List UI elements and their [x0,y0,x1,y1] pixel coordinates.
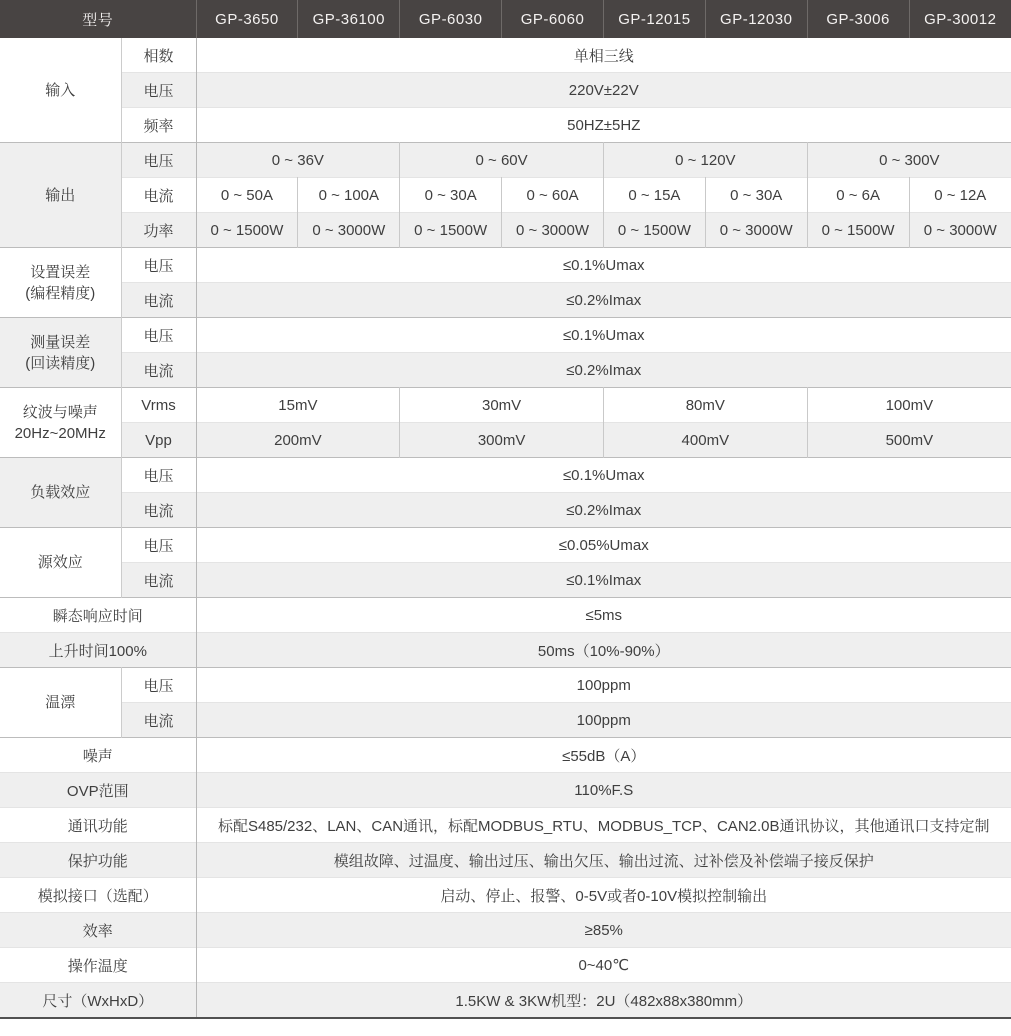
spec-value: 110%F.S [196,773,1011,808]
spec-value: 220V±22V [196,73,1011,108]
row-group-label: 设置误差 (编程精度) [0,248,121,318]
row-sub-label: 电流 [121,283,196,318]
spec-row [0,843,1011,878]
spec-value: 100ppm [196,703,1011,738]
row-sub-label: 电压 [121,143,196,178]
spec-row [0,143,1011,178]
spec-row [0,248,1011,283]
row-sub-label: 电压 [121,528,196,563]
spec-value: 200mV [196,423,400,458]
spec-row [0,528,1011,563]
row-sub-label: 电流 [121,493,196,528]
spec-value: 0 ~ 1500W [603,213,705,248]
spec-value: ≤0.1%Umax [196,318,1011,353]
model-column-header: GP-36100 [298,0,400,38]
spec-row [0,283,1011,318]
model-column-header: GP-6060 [502,0,604,38]
spec-row [0,878,1011,913]
spec-value: 0 ~ 3000W [502,213,604,248]
spec-value: 0 ~ 30A [705,178,807,213]
spec-value: 100mV [807,388,1011,423]
spec-row [0,388,1011,423]
spec-value: 0 ~ 100A [298,178,400,213]
spec-value: 50ms（10%-90%） [196,633,1011,668]
model-column-header: GP-30012 [909,0,1011,38]
row-group-label: 负载效应 [0,458,121,528]
row-sub-label: Vpp [121,423,196,458]
spec-value: 0 ~ 1500W [400,213,502,248]
row-sub-label: 电流 [121,178,196,213]
spec-value: 0 ~ 3000W [705,213,807,248]
row-sub-label: 功率 [121,213,196,248]
spec-value: 0 ~ 120V [603,143,807,178]
spec-value: 0 ~ 60A [502,178,604,213]
row-sub-label: 相数 [121,38,196,73]
row-sub-label: 电流 [121,703,196,738]
spec-row [0,703,1011,738]
row-group-label: 温漂 [0,668,121,738]
model-column-header: GP-12030 [705,0,807,38]
spec-row [0,563,1011,598]
spec-value: 0 ~ 300V [807,143,1011,178]
row-sub-label: 电压 [121,318,196,353]
row-sub-label: 电压 [121,73,196,108]
spec-value: ≤0.2%Imax [196,353,1011,388]
spec-value: 100ppm [196,668,1011,703]
spec-value: 0 ~ 6A [807,178,909,213]
spec-value: 80mV [603,388,807,423]
spec-row [0,213,1011,248]
row-sub-label: 电流 [121,353,196,388]
spec-value: ≤55dB（A） [196,738,1011,773]
spec-row [0,318,1011,353]
row-label: 模拟接口（选配） [0,878,196,913]
models-header-label: 型号 [0,0,196,38]
spec-row [0,948,1011,983]
spec-value: ≥85% [196,913,1011,948]
row-label: OVP范围 [0,773,196,808]
spec-value: 50HZ±5HZ [196,108,1011,143]
spec-row [0,633,1011,668]
spec-row [0,423,1011,458]
spec-value: 500mV [807,423,1011,458]
spec-row [0,808,1011,843]
model-column-header: GP-3650 [196,0,298,38]
spec-row [0,668,1011,703]
row-sub-label: 频率 [121,108,196,143]
spec-value: 0 ~ 30A [400,178,502,213]
spec-value: 0 ~ 15A [603,178,705,213]
row-label: 操作温度 [0,948,196,983]
row-label: 保护功能 [0,843,196,878]
spec-value: 启动、停止、报警、0-5V或者0-10V模拟控制输出 [196,878,1011,913]
model-column-header: GP-3006 [807,0,909,38]
spec-value: 单相三线 [196,38,1011,73]
row-group-label: 输出 [0,143,121,248]
spec-value: ≤0.2%Imax [196,283,1011,318]
spec-value: 0 ~ 36V [196,143,400,178]
spec-row [0,178,1011,213]
row-label: 尺寸（WxHxD） [0,983,196,1019]
spec-row [0,773,1011,808]
row-label: 上升时间100% [0,633,196,668]
model-column-header: GP-12015 [603,0,705,38]
spec-value: 0 ~ 50A [196,178,298,213]
spec-value: 0 ~ 3000W [298,213,400,248]
row-sub-label: 电压 [121,458,196,493]
spec-row [0,913,1011,948]
row-label: 效率 [0,913,196,948]
row-group-label: 纹波与噪声 20Hz~20MHz [0,388,121,458]
spec-value: 0~40℃ [196,948,1011,983]
spec-table-body [0,38,1011,1018]
row-group-label: 测量误差 (回读精度) [0,318,121,388]
spec-value: ≤0.2%Imax [196,493,1011,528]
spec-value: 15mV [196,388,400,423]
spec-row [0,38,1011,73]
model-header-row [0,0,1011,38]
spec-value: 0 ~ 12A [909,178,1011,213]
spec-value: 0 ~ 60V [400,143,604,178]
row-sub-label: 电流 [121,563,196,598]
row-label: 瞬态响应时间 [0,598,196,633]
spec-row [0,108,1011,143]
spec-row [0,983,1011,1019]
spec-row [0,493,1011,528]
row-label: 噪声 [0,738,196,773]
spec-row [0,598,1011,633]
row-group-label: 源效应 [0,528,121,598]
spec-row [0,458,1011,493]
spec-value: 300mV [400,423,604,458]
spec-value: 模组故障、过温度、输出过压、输出欠压、输出过流、过补偿及补偿端子接反保护 [196,843,1011,878]
spec-value: ≤0.1%Imax [196,563,1011,598]
spec-value: 400mV [603,423,807,458]
spec-value: 0 ~ 1500W [196,213,298,248]
spec-value: ≤0.05%Umax [196,528,1011,563]
spec-row [0,73,1011,108]
spec-value: ≤0.1%Umax [196,458,1011,493]
spec-row [0,353,1011,388]
model-column-header: GP-6030 [400,0,502,38]
row-sub-label: 电压 [121,668,196,703]
row-sub-label: Vrms [121,388,196,423]
spec-value: ≤5ms [196,598,1011,633]
spec-value: 标配S485/232、LAN、CAN通讯，标配MODBUS_RTU、MODBUS_TCP、CAN2.0B通讯协议，其他通讯口支持定制 [196,808,1011,843]
spec-value: ≤0.1%Umax [196,248,1011,283]
spec-row [0,738,1011,773]
spec-value: 1.5KW & 3KW机型：2U（482x88x380mm） [196,983,1011,1019]
row-label: 通讯功能 [0,808,196,843]
spec-value: 30mV [400,388,604,423]
spec-value: 0 ~ 1500W [807,213,909,248]
row-group-label: 输入 [0,38,121,143]
row-sub-label: 电压 [121,248,196,283]
spec-value: 0 ~ 3000W [909,213,1011,248]
